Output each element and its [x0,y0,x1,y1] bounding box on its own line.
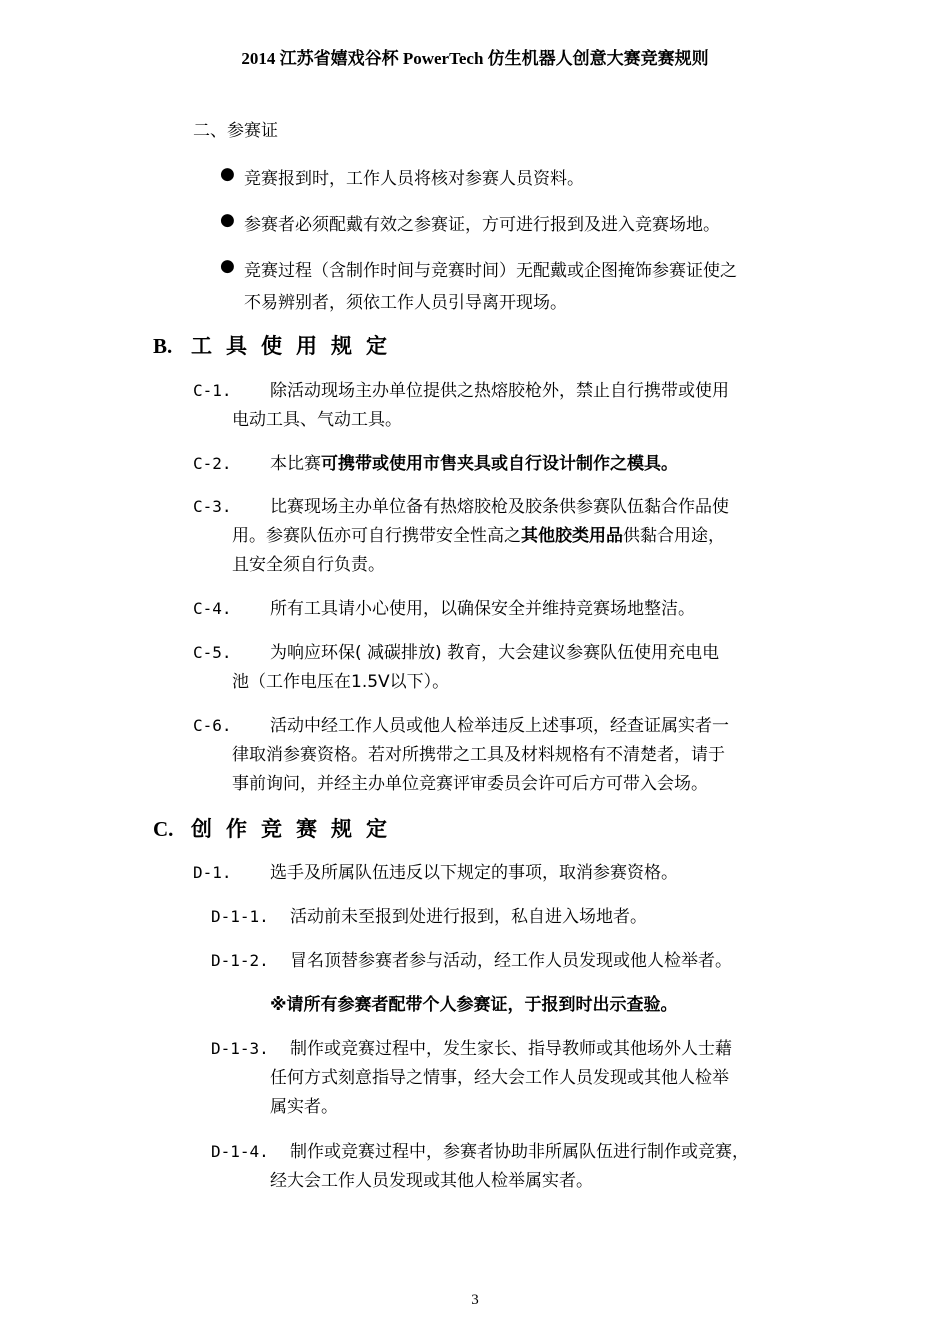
item-c4-number: C-4. [193,599,232,618]
item-c4-line1: 所有工具请小心使用，以确保安全并维持竞赛场地整洁。 [270,599,695,619]
item-c1-line2: 电动工具、气动工具。 [232,410,402,430]
item-d1-number: D-1. [193,863,232,882]
section-b-title: 工具使用规定 [191,334,401,358]
note-text: ※请所有参赛者配带个人参赛证，于报到时出示查验。 [270,995,678,1015]
bullet-dot-icon: ● [220,256,235,276]
item-c2-text: 本比赛 [270,454,321,474]
item-d14-number: D-1-4. [211,1142,269,1161]
bullet-dot-icon: ● [220,164,235,184]
page-header: 2014 江苏省嬉戏谷杯 PowerTech 仿生机器人创意大赛竞赛规则 [241,49,709,68]
item-c3-number: C-3. [193,497,232,516]
item-c6-line3: 事前询问，并经主办单位竞赛评审委员会许可后方可带入会场。 [232,774,708,794]
item-c3-bold-text: 其他胶类用品 [521,526,623,546]
section-c-title: 创作竞赛规定 [191,817,401,841]
item-d13-line1: 制作或竞赛过程中，发生家长、指导教师或其他场外人士藉 [290,1039,732,1059]
section-c-label: C. [153,817,174,841]
page-number: 3 [471,1292,479,1308]
bullet-item-2: 参赛者必须配戴有效之参赛证，方可进行报到及进入竞赛场地。 [244,215,720,235]
item-c3-line1: 比赛现场主办单位备有热熔胶枪及胶条供参赛队伍黏合作品使 [270,497,729,517]
section-2-title: 二、参赛证 [193,121,278,141]
item-c2-bold-text: 可携带或使用市售夹具或自行设计制作之模具。 [321,454,678,474]
item-d14-line1: 制作或竞赛过程中，参赛者协助非所属队伍进行制作或竞赛， [290,1142,749,1162]
section-b-heading [153,330,401,360]
item-c1-number: C-1. [193,381,232,400]
item-c3-line3: 且安全须自行负责。 [232,555,385,575]
item-d13-number: D-1-3. [211,1039,269,1058]
item-c2-number: C-2. [193,454,232,473]
item-c2-line1 [270,449,678,479]
bullet-dot-icon: ● [220,210,235,230]
item-c5-line1: 为响应环保( 减碳排放) 教育，大会建议参赛队伍使用充电电 [270,643,720,663]
item-c5-line2: 池（工作电压在1.5V以下）。 [232,672,450,692]
item-c3-text: 用。参赛队伍亦可自行携带安全性高之 [232,526,521,546]
item-d13-line2: 任何方式刻意指导之情事，经大会工作人员发现或其他人检举 [270,1068,729,1088]
item-c3-text-post: 供黏合用途， [623,526,725,546]
bullet-item-3: 竞赛过程（含制作时间与竞赛时间）无配戴或企图掩饰参赛证使之 [244,261,737,281]
item-d14-line2: 经大会工作人员发现或其他人检举属实者。 [270,1171,593,1191]
bullet-item-3-cont: 不易辨别者，须依工作人员引导离开现场。 [244,293,567,313]
item-c6-line1: 活动中经工作人员或他人检举违反上述事项，经查证属实者一 [270,716,729,736]
item-d11-line1: 活动前未至报到处进行报到，私自进入场地者。 [290,907,647,927]
item-d13-line3: 属实者。 [270,1097,338,1117]
item-c6-number: C-6. [193,716,232,735]
item-c6-line2: 律取消参赛资格。若对所携带之工具及材料规格有不清楚者，请于 [232,745,725,765]
item-d1-line1: 选手及所属队伍违反以下规定的事项，取消参赛资格。 [270,863,678,883]
section-b-label: B. [153,334,173,358]
item-d12-line1: 冒名顶替参赛者参与活动，经工作人员发现或他人检举者。 [290,951,732,971]
bullet-item-1: 竞赛报到时，工作人员将核对参赛人员资料。 [244,169,584,189]
item-d11-number: D-1-1. [211,907,269,926]
item-c1-line1: 除活动现场主办单位提供之热熔胶枪外，禁止自行携带或使用 [270,381,729,401]
section-c-heading [153,813,401,843]
item-d12-number: D-1-2. [211,951,269,970]
item-c3-line2 [232,521,725,551]
item-c5-number: C-5. [193,643,232,662]
